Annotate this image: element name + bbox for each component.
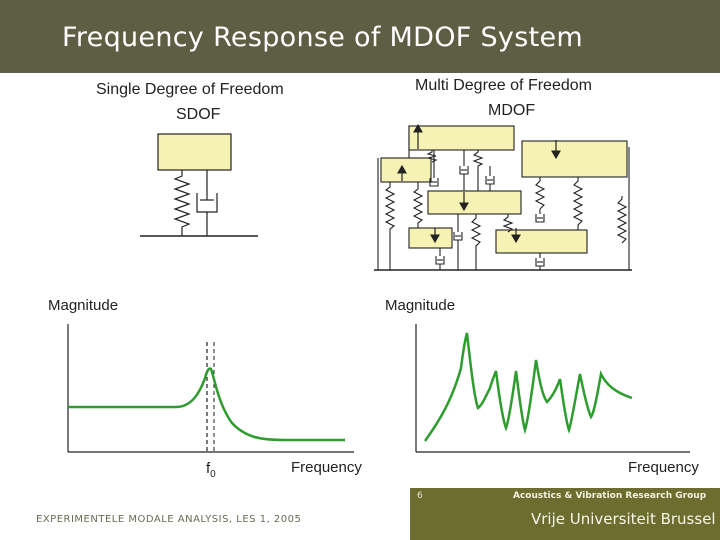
- sdof-plot: [68, 324, 354, 452]
- mdof-mass-5: [409, 228, 452, 248]
- mdof-heading: Multi Degree of Freedom: [415, 77, 592, 94]
- mdof-abbr: MDOF: [488, 102, 536, 119]
- mdof-mass-6: [496, 230, 587, 253]
- page-number: 6: [417, 491, 423, 501]
- mdof-magnitude-label: Magnitude: [385, 297, 456, 314]
- sdof-spring: [175, 170, 189, 236]
- mdof-mass-3: [381, 158, 431, 182]
- mdof-mass-2: [522, 141, 627, 177]
- system-diagram: [0, 73, 720, 488]
- sdof-heading: Single Degree of Freedom: [96, 81, 284, 98]
- research-group-label: Acoustics & Vibration Research Group: [513, 491, 707, 501]
- mdof-mass-1: [409, 126, 514, 150]
- mdof-response-curve: [425, 333, 632, 441]
- sdof-damper: [197, 170, 217, 236]
- sdof-model: [140, 134, 258, 236]
- mdof-model: [374, 125, 632, 270]
- sdof-mass: [158, 134, 231, 170]
- mdof-frequency-label: Frequency: [628, 459, 699, 476]
- mdof-plot: [416, 324, 690, 452]
- sdof-frequency-label: Frequency: [291, 459, 362, 476]
- mdof-mass-4: [428, 191, 521, 214]
- sdof-magnitude-label: Magnitude: [48, 297, 119, 314]
- course-label: EXPERIMENTELE MODALE ANALYSIS, LES 1, 2005: [36, 514, 302, 525]
- slide-title: Frequency Response of MDOF System: [62, 22, 583, 53]
- university-label: Vrije Universiteit Brussel: [531, 510, 716, 528]
- f0-label: $f_0$: [206, 460, 216, 480]
- sdof-abbr: SDOF: [176, 106, 221, 123]
